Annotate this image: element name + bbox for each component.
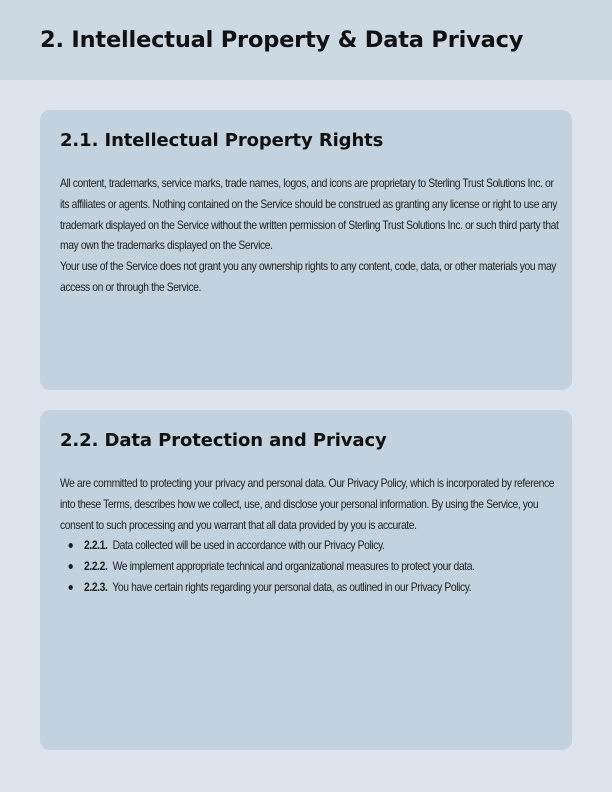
list-item-text: Data collected will be used in accordance with our Privacy Policy. xyxy=(112,538,385,553)
section-intellectual-property xyxy=(40,110,572,390)
section-title: 2.2. Data Protection and Privacy xyxy=(60,430,387,451)
section-data-protection xyxy=(40,410,572,750)
list-item-text: You have certain rights regarding your personal data, as outlined in our Privacy Policy. xyxy=(112,579,472,594)
page-header xyxy=(0,0,612,80)
list-item-number: 2.2.3. xyxy=(84,579,108,594)
bullet-icon xyxy=(69,543,73,548)
bullet-list xyxy=(84,535,552,597)
section-paragraph: Your use of the Service does not grant you any ownership rights to any content, code, data, or other materials you may access on or through the Service. xyxy=(60,259,557,294)
list-item-text: We implement appropriate technical and organizational measures to protect your data. xyxy=(112,559,475,574)
bullet-icon xyxy=(69,564,73,569)
section-paragraph: We are committed to protecting your privacy and personal data. Our Privacy Policy, which is incorporated by reference into these Terms, describes how we collect, use, and disclose your personal information. By using the Service, you consent to such processing and you warrant that all data provided by you is accurate. xyxy=(60,476,555,532)
list-item xyxy=(84,577,548,598)
section-paragraph: All content, trademarks, service marks, trade names, logos, and icons are proprietary to Sterling Trust Solutions Inc. or its affiliates or agents. Nothing contained on the Service should be construed as granting any license or right to use any trademark displayed on the Service without the written permission of Sterling Trust Solutions Inc. or such third party that may own the trademarks displayed on the Service. xyxy=(60,176,559,253)
list-item-number: 2.2.1. xyxy=(84,538,108,553)
list-item xyxy=(84,535,548,556)
section-title: 2.1. Intellectual Property Rights xyxy=(60,130,384,151)
list-item xyxy=(84,556,548,577)
page-title: 2. Intellectual Property & Data Privacy xyxy=(40,27,524,53)
bullet-icon xyxy=(69,585,73,590)
list-item-number: 2.2.2. xyxy=(84,559,108,574)
